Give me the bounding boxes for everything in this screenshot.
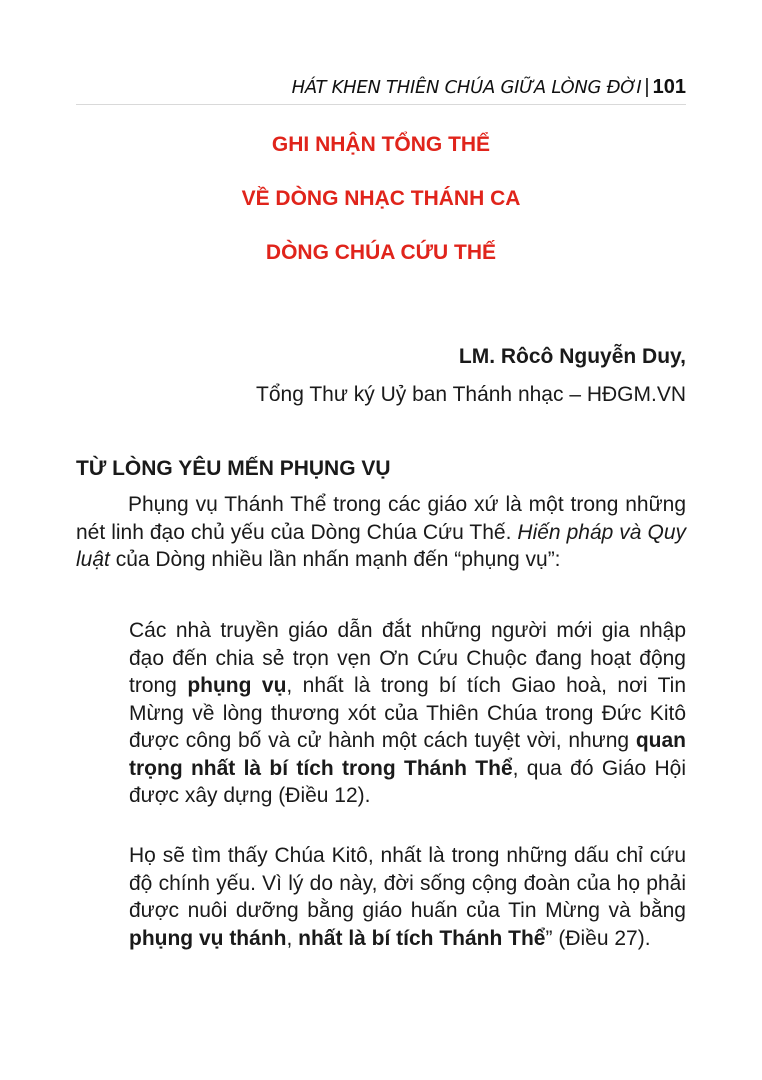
quote-text: Các nhà truyền giáo dẫn đắt những người mới gia nhập đạo đến chia sẻ trọn vẹn Ơn Cứu Chuộc đang hoạt động trong [129, 619, 686, 697]
author-name: LM. Rôcô Nguyễn Duy, [458, 345, 686, 368]
quote-text: , nhất là trong bí tích Giao hoà, nơi Tin Mừng về lòng thương xót của Thiên Chúa trong Đức Kitô được công bố và cử hành một cách tuyệt vời, nhưng [129, 674, 687, 752]
quote-text: , [286, 926, 299, 950]
quote-emphasis: quan trọng nhất là bí tích trong Thánh Thể [129, 729, 686, 780]
quote-text: , qua đó Giáo Hội được xây dựng (Điều 12). [129, 756, 687, 807]
section-heading: TỪ LÒNG YÊU MẾN PHỤNG VỤ [76, 457, 391, 480]
article-title-line-2: VỀ DÒNG NHẠC THÁNH CA [241, 187, 521, 210]
quote-paragraph-1 [129, 617, 686, 810]
quote-emphasis: nhất là bí tích Thánh Thể [298, 926, 546, 950]
quote-text: Họ sẽ tìm thấy Chúa Kitô, nhất là trong những dấu chỉ cứu độ chính yếu. Vì lý do này, đời sống cộng đoàn của họ phải được nuôi dưỡng bằng giáo huấn của Tin Mừng và bằng [129, 844, 686, 922]
header-divider [76, 104, 686, 105]
quote-emphasis: phụng vụ thánh [129, 926, 287, 950]
page-number: 101 [652, 76, 686, 98]
running-header-separator: | [644, 76, 650, 98]
quote-paragraph-2 [129, 842, 686, 952]
paragraph-text: của Dòng nhiều lần nhấn mạnh đến “phụng vụ”: [109, 548, 561, 571]
paragraph-text: Phụng vụ Thánh Thể trong các giáo xứ là một trong những nét linh đạo chủ yếu của Dòng Chúa Cứu Thế. [76, 493, 686, 544]
author-role: Tổng Thư ký Uỷ ban Thánh nhạc – HĐGM.VN [256, 383, 686, 406]
running-header [76, 74, 686, 101]
article-title-line-1: GHI NHẬN TỔNG THỂ [271, 133, 491, 156]
body-paragraph [76, 491, 686, 574]
quote-emphasis: phụng vụ [187, 674, 287, 697]
quote-text: ” (Điều 27). [545, 926, 651, 950]
running-header-title: HÁT KHEN THIÊN CHÚA GIỮA LÒNG ĐỜI [291, 77, 642, 98]
document-title-italic: Hiến pháp và Quy luật [76, 520, 686, 571]
article-title-line-3: DÒNG CHÚA CỨU THẾ [265, 241, 497, 264]
